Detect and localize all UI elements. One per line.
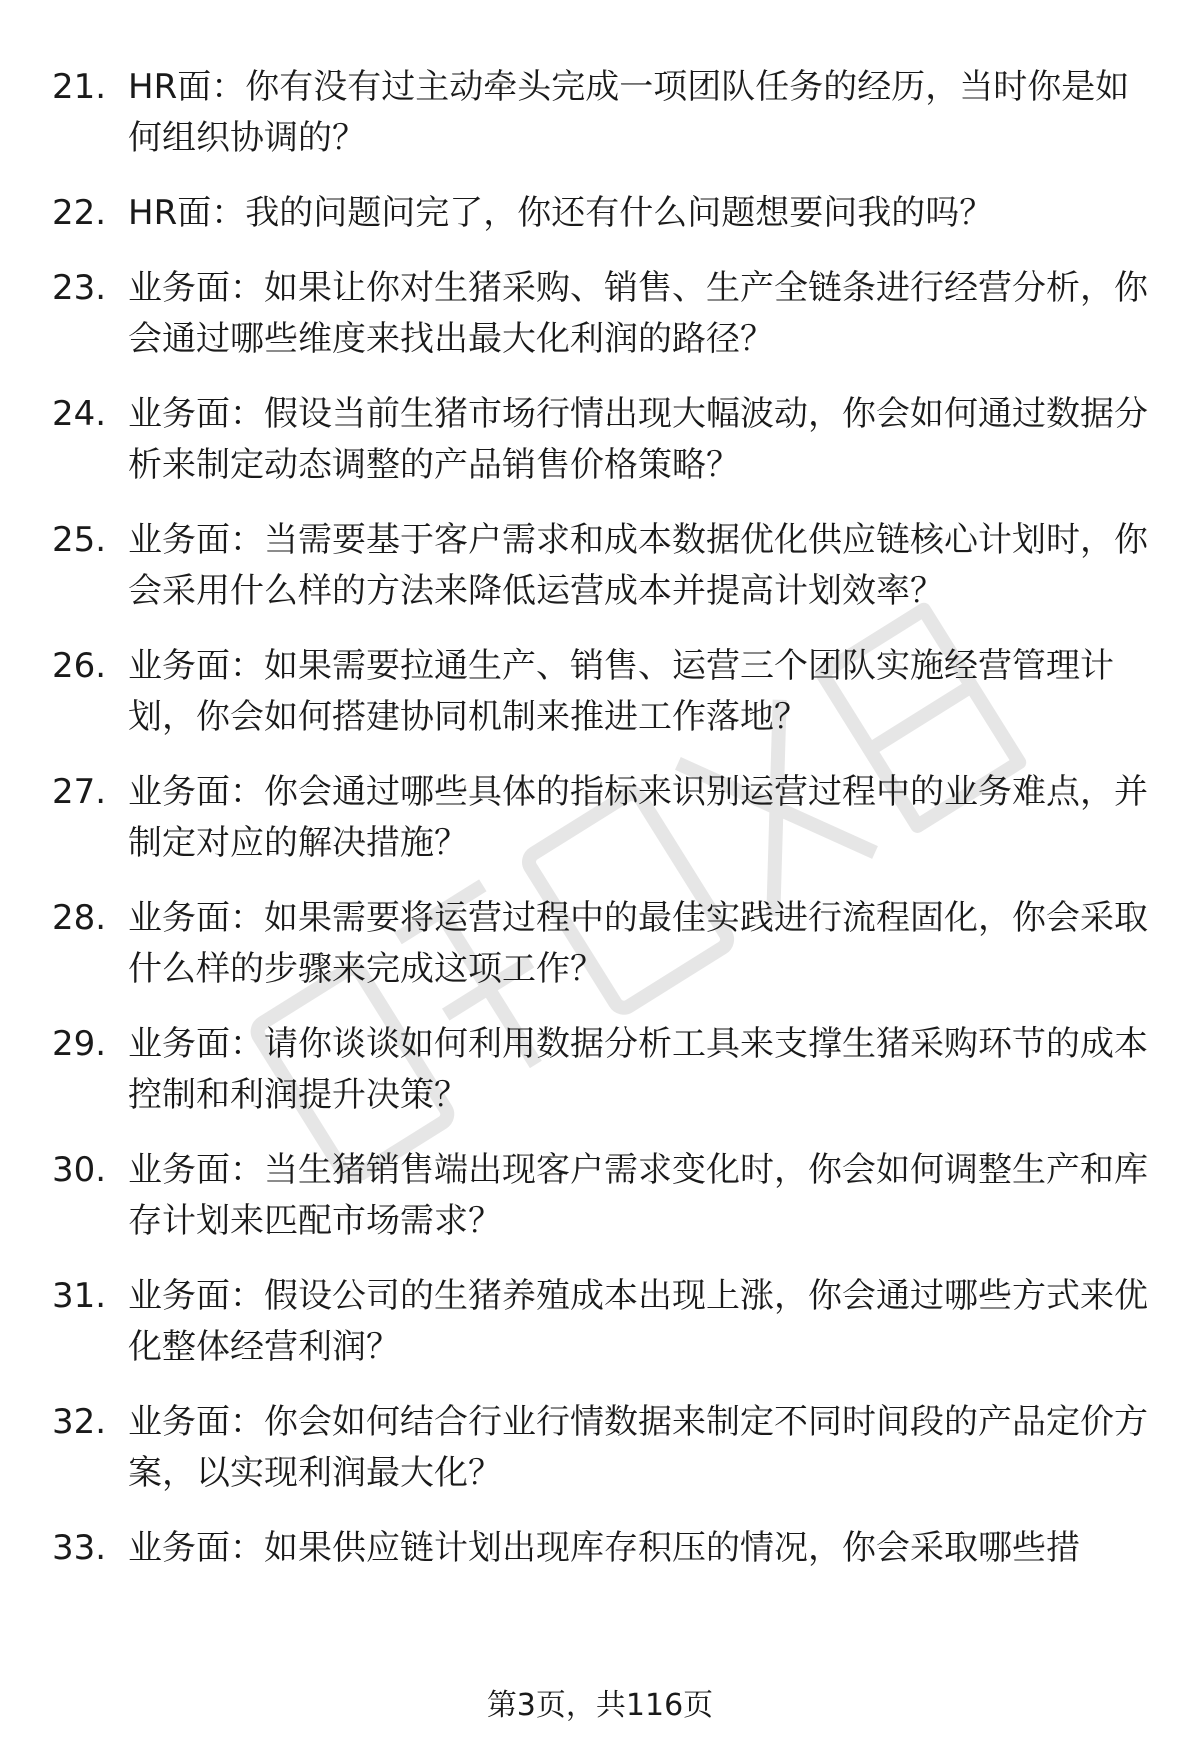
question-list <box>0 62 1200 1598</box>
question-text: 业务面：当需要基于客户需求和成本数据优化供应链核心计划时，你会采用什么样的方法来降低运营成本并提高计划效率？ <box>128 520 1148 611</box>
question-number: 31. <box>52 1276 107 1316</box>
question-item <box>0 1145 1200 1247</box>
question-text: 业务面：如果需要将运营过程中的最佳实践进行流程固化，你会采取什么样的步骤来完成这项工作？ <box>128 898 1148 989</box>
question-number: 25. <box>52 520 107 560</box>
question-number: 27. <box>52 772 107 812</box>
question-text: HR面：你有没有过主动牵头完成一项团队任务的经历，当时你是如何组织协调的？ <box>128 67 1130 158</box>
question-text: HR面：我的问题问完了，你还有什么问题想要问我的吗？ <box>128 193 994 233</box>
question-item <box>0 389 1200 491</box>
question-text: 业务面：你会如何结合行业行情数据来制定不同时间段的产品定价方案，以实现利润最大化？ <box>128 1402 1148 1493</box>
question-number: 22. <box>52 193 107 233</box>
question-item <box>0 893 1200 995</box>
question-number: 24. <box>52 394 107 434</box>
question-text: 业务面：当生猪销售端出现客户需求变化时，你会如何调整生产和库存计划来匹配市场需求？ <box>128 1150 1148 1241</box>
question-item <box>0 1397 1200 1499</box>
question-item <box>0 1523 1200 1574</box>
question-item <box>0 62 1200 164</box>
page-footer: 第3页，共116页 <box>486 1688 714 1723</box>
question-item <box>0 1271 1200 1373</box>
question-number: 21. <box>52 67 107 107</box>
question-number: 23. <box>52 268 107 308</box>
question-number: 32. <box>52 1402 107 1442</box>
question-number: 26. <box>52 646 107 686</box>
question-text: 业务面：你会通过哪些具体的指标来识别运营过程中的业务难点，并制定对应的解决措施？ <box>128 772 1148 863</box>
question-item <box>0 1019 1200 1121</box>
question-item <box>0 263 1200 365</box>
question-number: 28. <box>52 898 107 938</box>
question-text: 业务面：请你谈谈如何利用数据分析工具来支撑生猪采购环节的成本控制和利润提升决策？ <box>128 1024 1148 1115</box>
question-number: 29. <box>52 1024 107 1064</box>
question-number: 33. <box>52 1528 107 1568</box>
question-text: 业务面：假设当前生猪市场行情出现大幅波动，你会如何通过数据分析来制定动态调整的产品销售价格策略？ <box>128 394 1148 485</box>
question-text: 业务面：假设公司的生猪养殖成本出现上涨，你会通过哪些方式来优化整体经营利润？ <box>128 1276 1148 1367</box>
question-text: 业务面：如果需要拉通生产、销售、运营三个团队实施经营管理计划，你会如何搭建协同机制来推进工作落地？ <box>128 646 1114 737</box>
question-number: 30. <box>52 1150 107 1190</box>
question-item <box>0 515 1200 617</box>
question-text: 业务面：如果供应链计划出现库存积压的情况，你会采取哪些措 <box>128 1528 1080 1568</box>
question-item <box>0 641 1200 743</box>
question-item <box>0 767 1200 869</box>
question-text: 业务面：如果让你对生猪采购、销售、生产全链条进行经营分析，你会通过哪些维度来找出最大化利润的路径？ <box>128 268 1148 359</box>
question-item <box>0 188 1200 239</box>
